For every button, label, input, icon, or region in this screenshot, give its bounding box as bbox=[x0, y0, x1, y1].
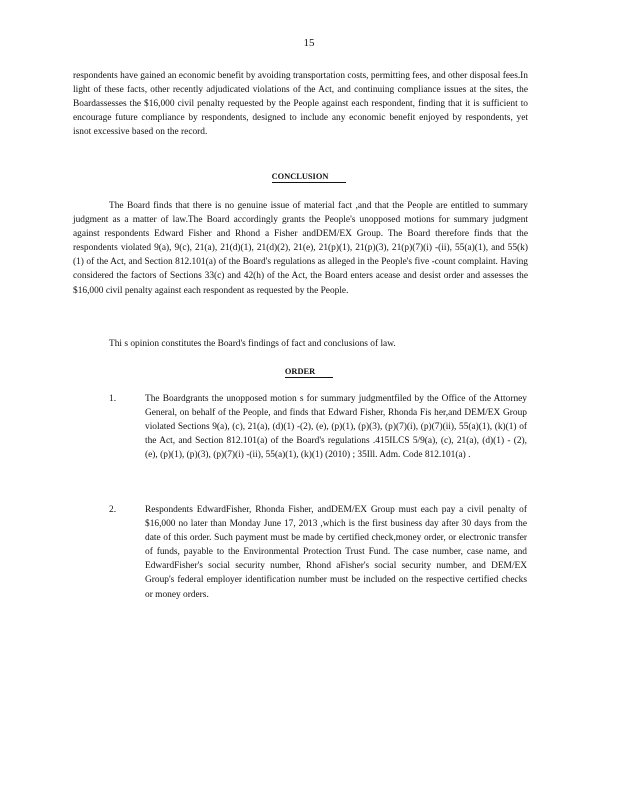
heading-conclusion-text: CONCLUSION bbox=[272, 172, 347, 183]
heading-conclusion bbox=[0, 172, 618, 183]
paragraph-conclusion: The Board finds that there is no genuine issue of material fact ,and that the People are entitled to summary judgment as a matter of law.The Board accordingly grants the People's unopposed motions for summary judgment against respondents Edward Fisher and Rhond a Fisher andDEM/EX Group. The Board therefore finds that the respondents violated 9(a), 9(c), 21(a), 21(d)(1), 21(d)(2), 21(e), 21(p)(1), 21(p)(3), 21(p)(7)(i) -(ii), 55(a)(1), and 55(k)(1) of the Act, and Section 812.101(a) of the Board's regulations as alleged in the People's five -count complaint. Having considered the factors of Sections 33(c) and 42(h) of the Act, the Board enters acease and desist order and assesses the $16,000 civil penalty against each respondent as requested by the People. bbox=[73, 201, 528, 296]
order-item-number: 1. bbox=[109, 394, 117, 404]
heading-order bbox=[0, 367, 618, 378]
page-number: 15 bbox=[303, 37, 315, 49]
order-item-text: Respondents EdwardFisher, Rhonda Fisher, andDEM/EX Group must each pay a civil penalty of $16,000 no later than Monday June 17, 2013 ,which is the first business day after 30 days from the date of this order. Such payment must be made by certified check,money order, or electronic transfer of funds, payable to the Environmental Protection Trust Fund. The case number, case name, and EdwardFisher's social security number, Rhond aFisher's social security number, and DEM/EX Group's federal employer identification number must be included on the respective certified checks or money orders. bbox=[145, 505, 527, 600]
order-item-text: The Boardgrants the unopposed motion s for summary judgmentfiled by the Office of the Attorney General, on behalf of the People, and finds that Edward Fisher, Rhonda Fis her,and DEM/EX Group violated Sections 9(a), (c), 21(a), (d)(1) -(2), (e), (p)(1), (p)(3), (p)(7)(i), (p)(7)(ii), 55(a)(1), (k)(1) of the Act, and Section 812.101(a) of the Board's regulations .415ILCS 5/9(a), (c), 21(a), (d)(1) - (2), (e), (p)(1), (p)(3), (p)(7)(i) -(ii), 55(a)(1), (k)(1) (2010) ; 35Ill. Adm. Code 812.101(a) . bbox=[145, 394, 527, 461]
paragraph-penalty-assessment: respondents have gained an economic benefit by avoiding transportation costs, permitting fees, and other disposal fees.In light of these facts, other recently adjudicated violations of the Act, and continuing compliance issues at the sites, the Boardassesses the $16,000 civil penalty requested by the People against each respondent, finding that it is sufficient to encourage future compliance by respondents, designed to include any economic benefit enjoyed by respondents, yet isnot excessive based on the record. bbox=[73, 71, 528, 138]
heading-order-text: ORDER bbox=[285, 367, 333, 378]
order-item-number: 2. bbox=[109, 505, 117, 515]
paragraph-opinion-statement: Thi s opinion constitutes the Board's findings of fact and conclusions of law. bbox=[109, 339, 396, 349]
